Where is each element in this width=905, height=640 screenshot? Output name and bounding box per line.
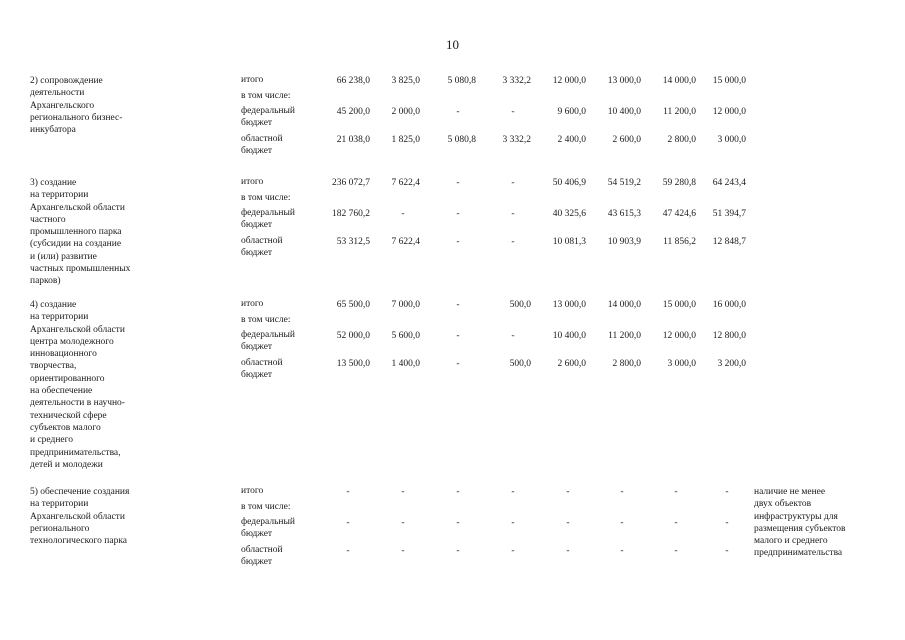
cell-value: - [511, 237, 515, 247]
cell-value: 1 400,0 [391, 359, 420, 369]
cell-value: 10 400,0 [607, 107, 641, 117]
row-label: областной бюджет [241, 236, 283, 258]
cell-value: 3 000,0 [717, 135, 746, 145]
row-label: федеральный бюджет [241, 517, 295, 539]
cell-value: 2 600,0 [612, 135, 641, 145]
cell-value: 47 424,6 [662, 209, 696, 219]
row-label: федеральный бюджет [241, 106, 295, 128]
page-number: 10 [446, 37, 459, 52]
row-label: итого [241, 177, 264, 187]
cell-value: 10 400,0 [552, 331, 586, 341]
cell-value: 3 332,2 [502, 135, 531, 145]
cell-value: - [401, 518, 405, 528]
cell-value: 3 332,2 [502, 76, 531, 86]
cell-value: - [620, 546, 624, 556]
cell-value: - [456, 359, 460, 369]
cell-value: - [456, 300, 460, 310]
cell-value: 10 081,3 [552, 237, 586, 247]
cell-value: 14 000,0 [662, 76, 696, 86]
row-label: федеральный бюджет [241, 330, 295, 352]
cell-value: 7 622,4 [391, 237, 420, 247]
cell-value: 5 080,8 [447, 135, 476, 145]
cell-value: - [456, 107, 460, 117]
cell-value: 40 325,6 [552, 209, 586, 219]
cell-value: 3 200,0 [717, 359, 746, 369]
section-title: 5) обеспечение создания на территории Архангельской области регионального технологического парка [30, 487, 130, 547]
cell-value: - [511, 209, 515, 219]
cell-value: 51 394,7 [712, 209, 746, 219]
cell-value: 2 600,0 [557, 359, 586, 369]
cell-value: 59 280,8 [662, 178, 696, 188]
cell-value: 13 500,0 [336, 359, 370, 369]
cell-value: - [456, 209, 460, 219]
cell-value: 52 000,0 [336, 331, 370, 341]
cell-value: 236 072,7 [332, 178, 370, 188]
cell-value: - [674, 546, 678, 556]
cell-value: - [674, 487, 678, 497]
cell-value: 53 312,5 [336, 237, 370, 247]
cell-value: - [725, 518, 729, 528]
section-title: 3) создание на территории Архангельской области частного промышленного парка (субсидии на создание и (или) развитие частных промышленных парков) [30, 178, 131, 287]
cell-value: - [346, 487, 350, 497]
cell-value: - [511, 487, 515, 497]
cell-value: 9 600,0 [557, 107, 586, 117]
cell-value: 182 760,2 [332, 209, 370, 219]
cell-value: 12 000,0 [552, 76, 586, 86]
cell-value: 12 800,0 [712, 331, 746, 341]
cell-value: - [456, 518, 460, 528]
cell-value: 54 519,2 [607, 178, 641, 188]
cell-value: - [401, 487, 405, 497]
cell-value: 13 000,0 [607, 76, 641, 86]
cell-value: - [456, 546, 460, 556]
cell-value: - [674, 518, 678, 528]
cell-value: - [511, 331, 515, 341]
cell-value: 11 200,0 [608, 331, 641, 341]
cell-value: 12 000,0 [712, 107, 746, 117]
cell-value: 14 000,0 [607, 300, 641, 310]
cell-value: 13 000,0 [552, 300, 586, 310]
cell-value: 5 080,8 [447, 76, 476, 86]
cell-value: - [346, 546, 350, 556]
cell-value: - [620, 518, 624, 528]
cell-value: 500,0 [509, 300, 531, 310]
cell-value: 2 800,0 [612, 359, 641, 369]
cell-value: - [725, 546, 729, 556]
cell-value: 2 400,0 [557, 135, 586, 145]
cell-value: 1 825,0 [391, 135, 420, 145]
row-label: федеральный бюджет [241, 208, 295, 230]
cell-value: - [725, 487, 729, 497]
row-label: в том числе: [241, 502, 291, 512]
cell-value: - [401, 546, 405, 556]
cell-value: 65 500,0 [336, 300, 370, 310]
section-title: 2) сопровождение деятельности Архангельского регионального бизнес- инкубатора [30, 76, 123, 136]
cell-value: - [511, 546, 515, 556]
cell-value: - [511, 178, 515, 188]
cell-value: - [566, 518, 570, 528]
cell-value: 7 622,4 [391, 178, 420, 188]
cell-value: 12 000,0 [662, 331, 696, 341]
row-label: итого [241, 299, 264, 309]
section-title: 4) создание на территории Архангельской области центра молодежного инновационного творчества, ориентированного на обеспечение деятельности в научно- технической сфере субъектов малого и среднего предпринимательства, детей и молодежи [30, 300, 125, 470]
cell-value: 5 600,0 [391, 331, 420, 341]
cell-value: 2 800,0 [667, 135, 696, 145]
cell-value: 500,0 [509, 359, 531, 369]
cell-value: 15 000,0 [712, 76, 746, 86]
cell-value: 64 243,4 [712, 178, 746, 188]
row-label: итого [241, 486, 264, 496]
cell-value: 43 615,3 [607, 209, 641, 219]
cell-value: - [566, 546, 570, 556]
cell-value: - [346, 518, 350, 528]
cell-value: - [456, 237, 460, 247]
cell-value: 16 000,0 [712, 300, 746, 310]
cell-value: 11 856,2 [663, 237, 696, 247]
cell-value: 66 238,0 [336, 76, 370, 86]
cell-value: 2 000,0 [391, 107, 420, 117]
cell-value: 12 848,7 [712, 237, 746, 247]
cell-value: - [401, 209, 405, 219]
cell-value: - [456, 178, 460, 188]
cell-value: 21 038,0 [336, 135, 370, 145]
section-note: наличие не менее двух объектов инфраструктуры для размещения субъектов малого и среднего предпринимательства [754, 487, 846, 559]
cell-value: 7 000,0 [391, 300, 420, 310]
cell-value: 50 406,9 [552, 178, 586, 188]
cell-value: - [511, 107, 515, 117]
cell-value: - [566, 487, 570, 497]
cell-value: 10 903,9 [607, 237, 641, 247]
row-label: областной бюджет [241, 545, 283, 567]
cell-value: 15 000,0 [662, 300, 696, 310]
cell-value: - [511, 518, 515, 528]
row-label: областной бюджет [241, 134, 283, 156]
row-label: в том числе: [241, 315, 291, 325]
cell-value: - [620, 487, 624, 497]
row-label: областной бюджет [241, 358, 283, 380]
cell-value: - [456, 331, 460, 341]
row-label: итого [241, 75, 264, 85]
row-label: в том числе: [241, 91, 291, 101]
cell-value: 3 000,0 [667, 359, 696, 369]
cell-value: 11 200,0 [663, 107, 696, 117]
row-label: в том числе: [241, 193, 291, 203]
cell-value: 3 825,0 [391, 76, 420, 86]
cell-value: 45 200,0 [336, 107, 370, 117]
cell-value: - [456, 487, 460, 497]
